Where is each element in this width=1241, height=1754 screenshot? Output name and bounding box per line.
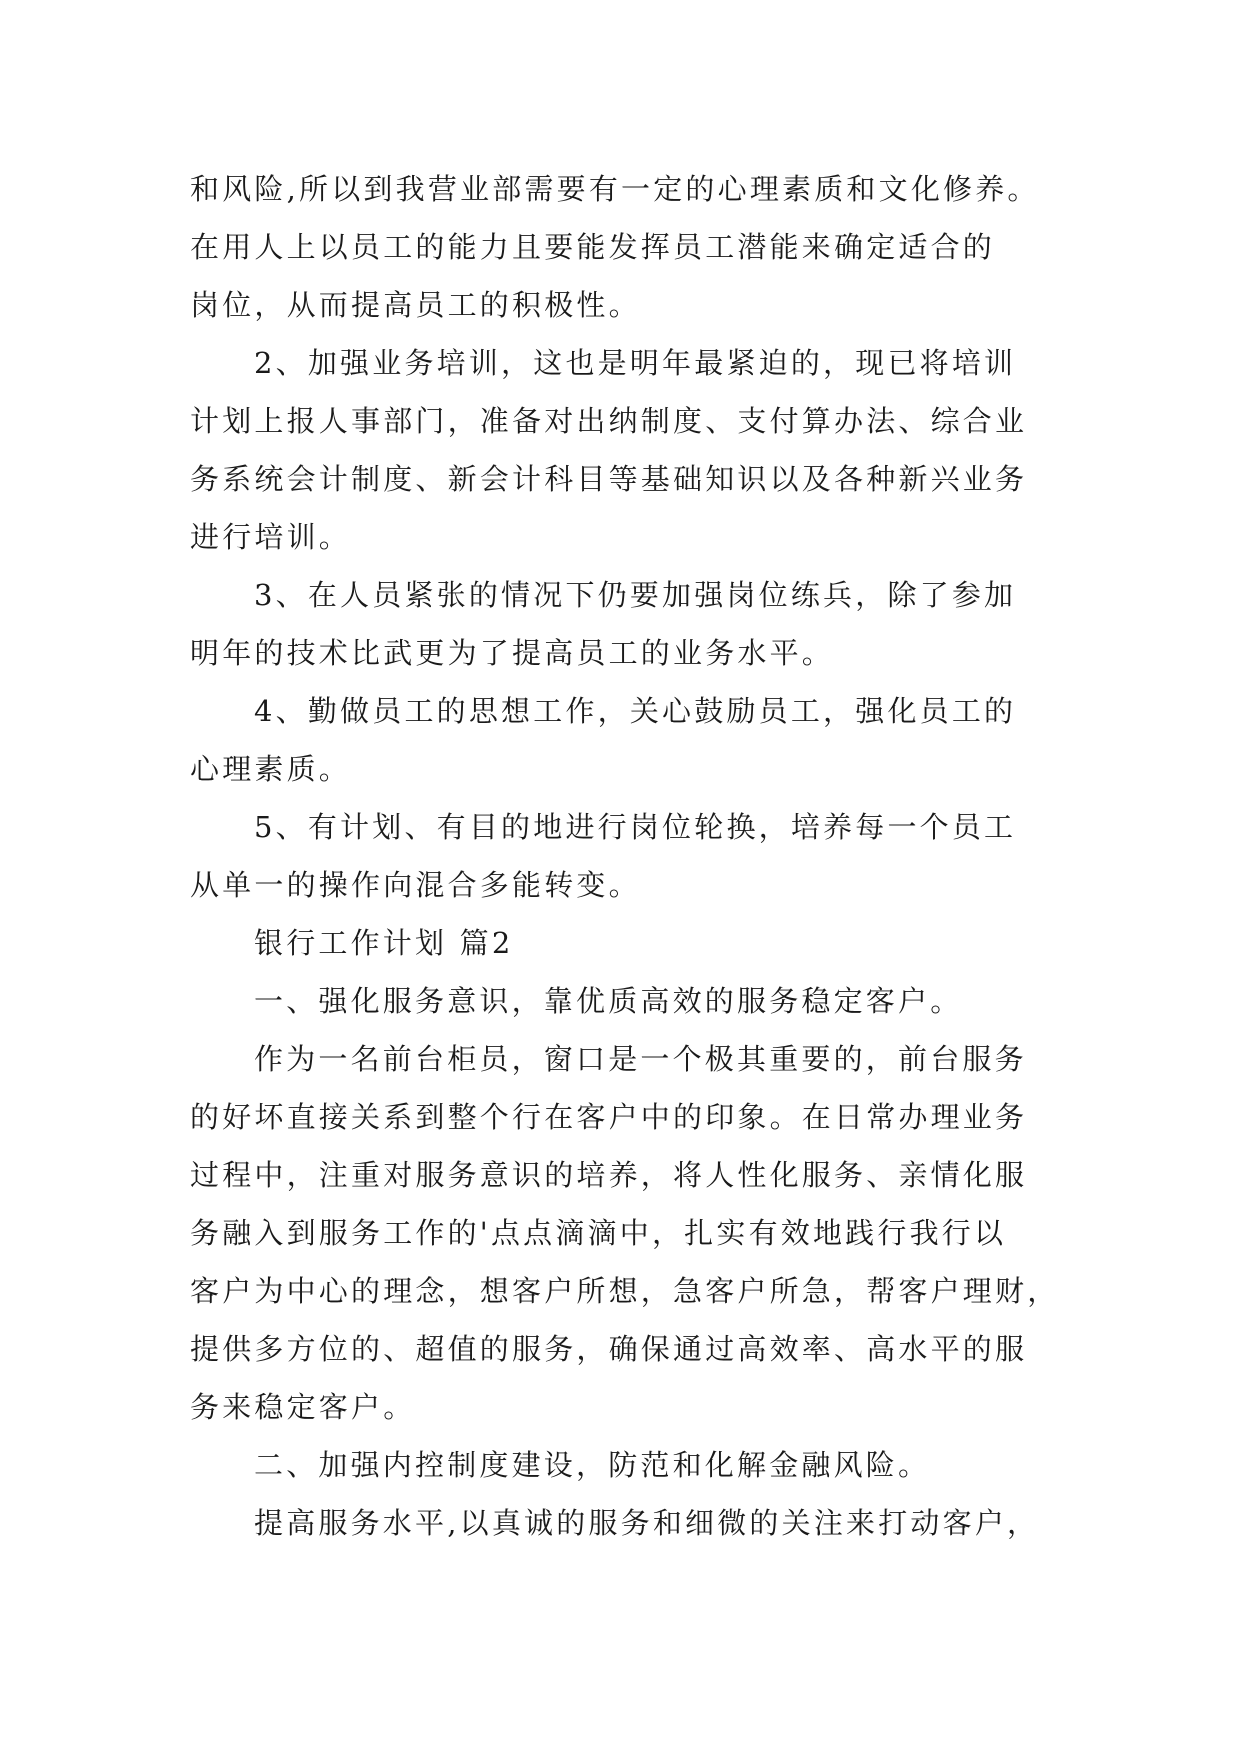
text-line: 务系统会计制度、新会计科目等基础知识以及各种新兴业务 [190,462,1028,496]
section-heading: 银行工作计划 篇2 [254,926,514,960]
text-line: 务融入到服务工作的'点点滴滴中，扎实有效地践行我行以 [190,1216,1007,1250]
document-body [190,160,1090,1552]
text-line: 在用人上以员工的能力且要能发挥员工潜能来确定适合的 [190,230,996,264]
text-line: 心理素质。 [190,752,352,786]
text-line: 务来稳定客户。 [190,1390,416,1424]
text-line: 提供多方位的、超值的服务，确保通过高效率、高水平的服 [190,1332,1028,1366]
text-line: 岗位，从而提高员工的积极性。 [190,288,641,322]
text-line: 客户为中心的理念，想客户所想，急客户所急，帮客户理财， [190,1274,1060,1308]
text-line: 4、勤做员工的思想工作，关心鼓励员工，强化员工的 [254,694,1017,728]
text-line: 作为一名前台柜员，窗口是一个极其重要的，前台服务 [254,1042,1027,1076]
text-line: 和风险,所以到我营业部需要有一定的心理素质和文化修养。 [190,172,1040,206]
text-line: 一、强化服务意识，靠优质高效的服务稳定客户。 [254,984,963,1018]
text-line: 计划上报人事部门，准备对出纳制度、支付算办法、综合业 [190,404,1028,438]
text-line: 明年的技术比武更为了提高员工的业务水平。 [190,636,835,670]
text-line: 二、加强内控制度建设，防范和化解金融风险。 [254,1448,931,1482]
text-line: 2、加强业务培训，这也是明年最紧迫的，现已将培训 [254,346,1017,380]
text-line: 进行培训。 [190,520,352,554]
text-line: 3、在人员紧张的情况下仍要加强岗位练兵，除了参加 [254,578,1017,612]
text-line: 提高服务水平,以真诚的服务和细微的关注来打动客户， [254,1506,1040,1540]
text-line: 5、有计划、有目的地进行岗位轮换，培养每一个员工 [254,810,1017,844]
text-line: 从单一的操作向混合多能转变。 [190,868,641,902]
text-line: 的好坏直接关系到整个行在客户中的印象。在日常办理业务 [190,1100,1028,1134]
text-line: 过程中，注重对服务意识的培养，将人性化服务、亲情化服 [190,1158,1028,1192]
